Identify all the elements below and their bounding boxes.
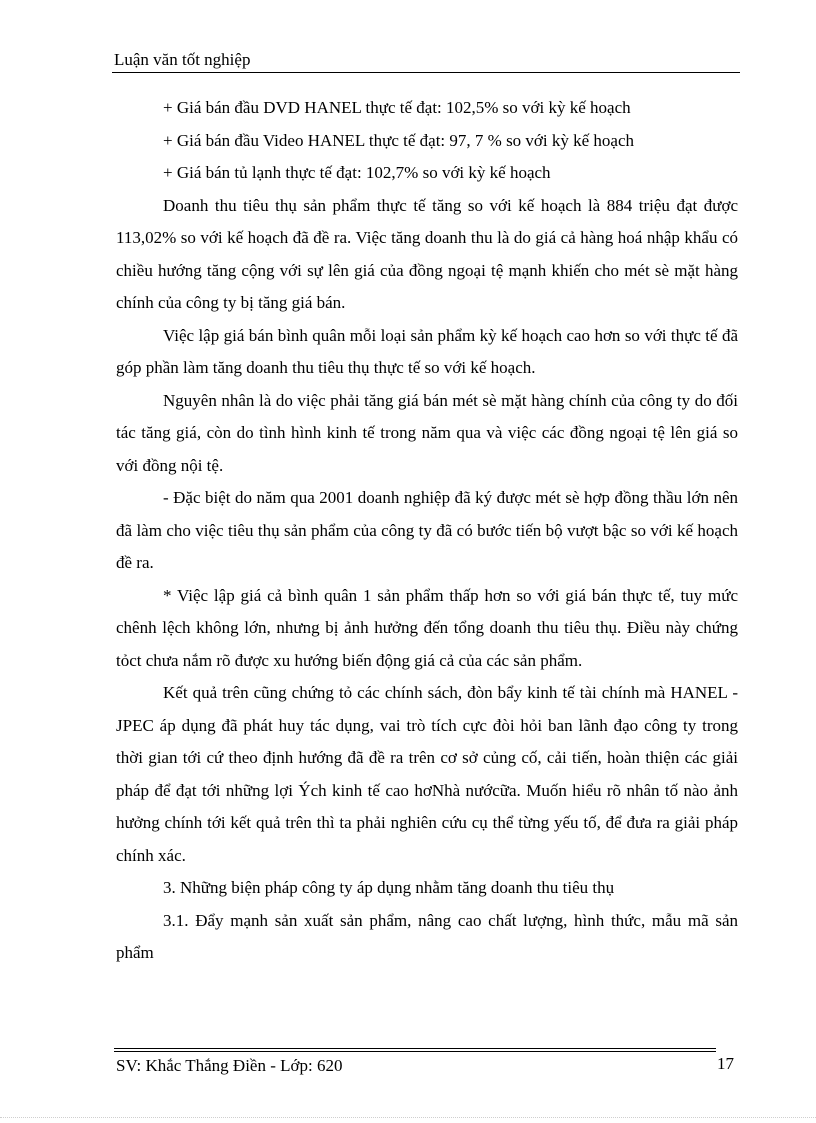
paragraph-contracts: - Đặc biệt do năm qua 2001 doanh nghiệp đã ký được mét sè hợp đồng thầu lớn nên đã làm cho việc tiêu thụ sản phẩm của công ty đã có bước tiến bộ vượt bậc so với kế hoạch đề ra. [116, 488, 738, 572]
paragraph-lower-price: * Việc lập giá cả bình quân 1 sản phẩm thấp hơn so với giá bán thực tế, tuy mức chênh lệch không lớn, nhưng bị ảnh hưởng đến tổng doanh thu tiêu thụ. Điều này chứng tỏct chưa nắm rõ được xu hướng biến động giá cả của các sản phẩm. [116, 585, 738, 670]
paragraph-video-price: + Giá bán đầu Video HANEL thực tế đạt: 97, 7 % so với kỳ kế hoạch [163, 130, 635, 150]
document-body [116, 92, 738, 970]
paragraph-cause: Nguyên nhân là do việc phải tăng giá bán mét sè mặt hàng chính của công ty do đối tác tăng giá, còn do tình hình kinh tế trong năm qua và việc các đồng ngoại tệ lên giá so với đồng nội tệ. [116, 390, 738, 475]
page-number: 17 [717, 1054, 734, 1073]
footer-student-info: SV: Khắc Thắng Điền - Lớp: 620 [116, 1056, 343, 1075]
section-heading-3: 3. Những biện pháp công ty áp dụng nhằm tăng doanh thu tiêu thụ [163, 878, 615, 897]
paragraph-dvd-price: + Giá bán đầu DVD HANEL thực tế đạt: 102,5% so với kỳ kế hoạch [163, 98, 631, 117]
page-edge [0, 1117, 816, 1118]
header-rule [112, 72, 740, 73]
footer-rule-double [114, 1051, 716, 1052]
paragraph-fridge-price: + Giá bán tủ lạnh thực tế đạt: 102,7% so với kỳ kế hoạch [163, 163, 551, 182]
paragraph-revenue: Doanh thu tiêu thụ sản phẩm thực tế tăng so với kế hoạch là 884 triệu đạt được 113,02% so với kế hoạch đã đề ra. Việc tăng doanh thu là do giá cả hàng hoá nhập khẩu có chiều hướng tăng cộng với sự lên giá của đồng ngoại tệ mạnh khiến cho mét sè mặt hàng chính của công ty bị tăng giá bán. [116, 195, 738, 312]
section-heading-3-1: 3.1. Đẩy mạnh sản xuất sản phẩm, nâng cao chất lượng, hình thức, mẫu mã sản phẩm [116, 910, 738, 962]
paragraph-average-price: Việc lập giá bán bình quân mỗi loại sản phẩm kỳ kế hoạch cao hơn so với thực tế đã góp phần làm tăng doanh thu tiêu thụ thực tế so với kế hoạch. [116, 325, 738, 377]
paragraph-results: Kết quả trên cũng chứng tỏ các chính sách, đòn bẩy kinh tế tài chính mà HANEL - JPEC áp dụng đã phát huy tác dụng, vai trò tích cực đòi hỏi ban lãnh đạo công ty trong thời gian tới cứ theo định hướng đã đề ra trên cơ sở củng cố, cải tiến, hoàn thiện các giải pháp để đạt tới những lợi Ých kinh tế cao hơNhà nướcữa. Muốn hiểu rõ nhân tố nào ảnh hưởng chính tới kết quả trên thì ta phải nghiên cứu cụ thể từng yếu tố, để đưa ra giải pháp chính xác. [116, 683, 738, 865]
footer-rule [114, 1048, 716, 1049]
header-title: Luận văn tốt nghiệp [114, 50, 251, 69]
